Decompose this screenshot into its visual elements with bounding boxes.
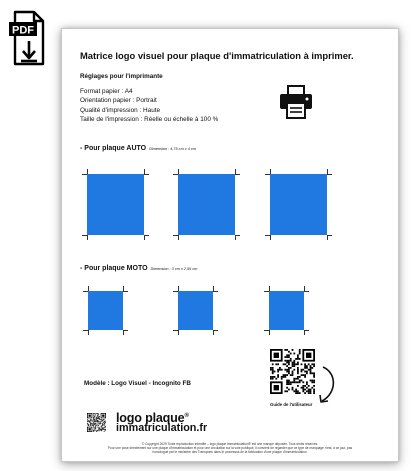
- crop-mark: [304, 291, 309, 292]
- plate-area: [87, 174, 144, 235]
- setting-line: Format papier : A4: [80, 88, 133, 95]
- crop-mark: [235, 169, 236, 174]
- crop-mark: [213, 291, 218, 292]
- crop-mark: [178, 235, 179, 240]
- crop-mark: [178, 169, 179, 174]
- crop-mark: [178, 286, 179, 291]
- document-sheet: [61, 28, 399, 462]
- crop-mark: [87, 235, 88, 240]
- crop-mark: [88, 286, 89, 291]
- plate-template-moto: [178, 291, 213, 330]
- copyright-footer: [62, 442, 398, 455]
- plate-template-auto: [178, 174, 235, 235]
- crop-mark: [327, 174, 332, 175]
- registered-mark: ®: [184, 413, 189, 419]
- brand-logo-text: logo plaque: [116, 411, 185, 426]
- footer-line: Pour une pose directement sur une plaque d'immatriculation et pour une circulation sur la voie publique, il convient de regarder que ce type de marquage n'est, à ce jour, pas: [107, 446, 353, 451]
- plate-template-auto: [270, 174, 327, 235]
- printer-settings-list: [80, 87, 218, 125]
- plate-area: [178, 174, 235, 235]
- crop-mark: [144, 174, 149, 175]
- crop-mark: [235, 235, 240, 236]
- section-dimension-moto: Dimension : 3 cm x 2,55 cm: [150, 267, 198, 271]
- plate-area: [269, 291, 304, 330]
- crop-mark: [144, 235, 149, 236]
- plate-area: [178, 291, 213, 330]
- qr-code-icon[interactable]: [270, 349, 315, 394]
- document-title: Matrice logo visuel pour plaque d'immatriculation à imprimer.: [80, 50, 354, 61]
- crop-mark: [123, 286, 124, 291]
- crop-mark: [270, 169, 271, 174]
- crop-mark: [304, 286, 305, 291]
- crop-mark: [123, 291, 128, 292]
- crop-mark: [235, 174, 240, 175]
- section-heading-auto: [80, 145, 196, 152]
- crop-mark: [144, 169, 145, 174]
- section-dimension-auto: Dimension : 4,75 cm x 4 cm: [149, 147, 196, 151]
- crop-mark: [87, 169, 88, 174]
- model-label: Modèle : Logo Visuel - Incognito FB: [84, 380, 191, 387]
- crop-mark: [123, 330, 124, 335]
- crop-mark: [269, 330, 270, 335]
- crop-mark: [144, 235, 145, 240]
- crop-mark: [327, 169, 328, 174]
- crop-mark: [88, 330, 89, 335]
- crop-mark: [123, 330, 128, 331]
- plate-template-moto: [269, 291, 304, 330]
- user-guide-label: Guide de l'utilisateur: [270, 402, 313, 407]
- crop-mark: [270, 235, 271, 240]
- plate-template-moto: [88, 291, 123, 330]
- plate-area: [88, 291, 123, 330]
- section-heading-moto: [80, 265, 197, 272]
- footer-line: © Copyright 2025 Toute reproduction interdite – logo plaque immatriculation® est une marque déposée. Tous droits réservés.: [141, 442, 319, 446]
- printer-settings-heading: Réglages pour l'imprimante: [80, 73, 163, 80]
- plate-template-auto: [87, 174, 144, 235]
- crop-mark: [213, 330, 218, 331]
- section-heading-auto-label: - Pour plaque AUTO: [80, 145, 147, 152]
- crop-mark: [213, 286, 214, 291]
- crop-mark: [327, 235, 328, 240]
- crop-mark: [327, 235, 332, 236]
- crop-mark: [213, 330, 214, 335]
- setting-line: Orientation papier : Portrait: [80, 97, 157, 105]
- crop-mark: [269, 286, 270, 291]
- pdf-label: PDF: [12, 24, 34, 37]
- logo-qr-icon: [87, 413, 106, 432]
- setting-line: Qualité d'impression : Haute: [80, 106, 161, 114]
- footer-line: homologué par le ministère des Transports dans le processus de la fabrication d'une plaque d'immatriculation.: [152, 450, 308, 455]
- crop-mark: [235, 235, 236, 240]
- setting-line: Taille de l'impression : Réelle ou échelle à 100 %: [80, 116, 219, 124]
- brand-logo-line2: immatriculation.fr: [116, 422, 208, 434]
- pdf-download-icon[interactable]: [9, 10, 47, 66]
- printer-icon: [278, 84, 314, 120]
- section-heading-moto-label: - Pour plaque MOTO: [80, 265, 148, 272]
- crop-mark: [304, 330, 309, 331]
- crop-mark: [178, 330, 179, 335]
- crop-mark: [304, 330, 305, 335]
- plate-area: [270, 174, 327, 235]
- curved-arrow-icon: [317, 365, 341, 405]
